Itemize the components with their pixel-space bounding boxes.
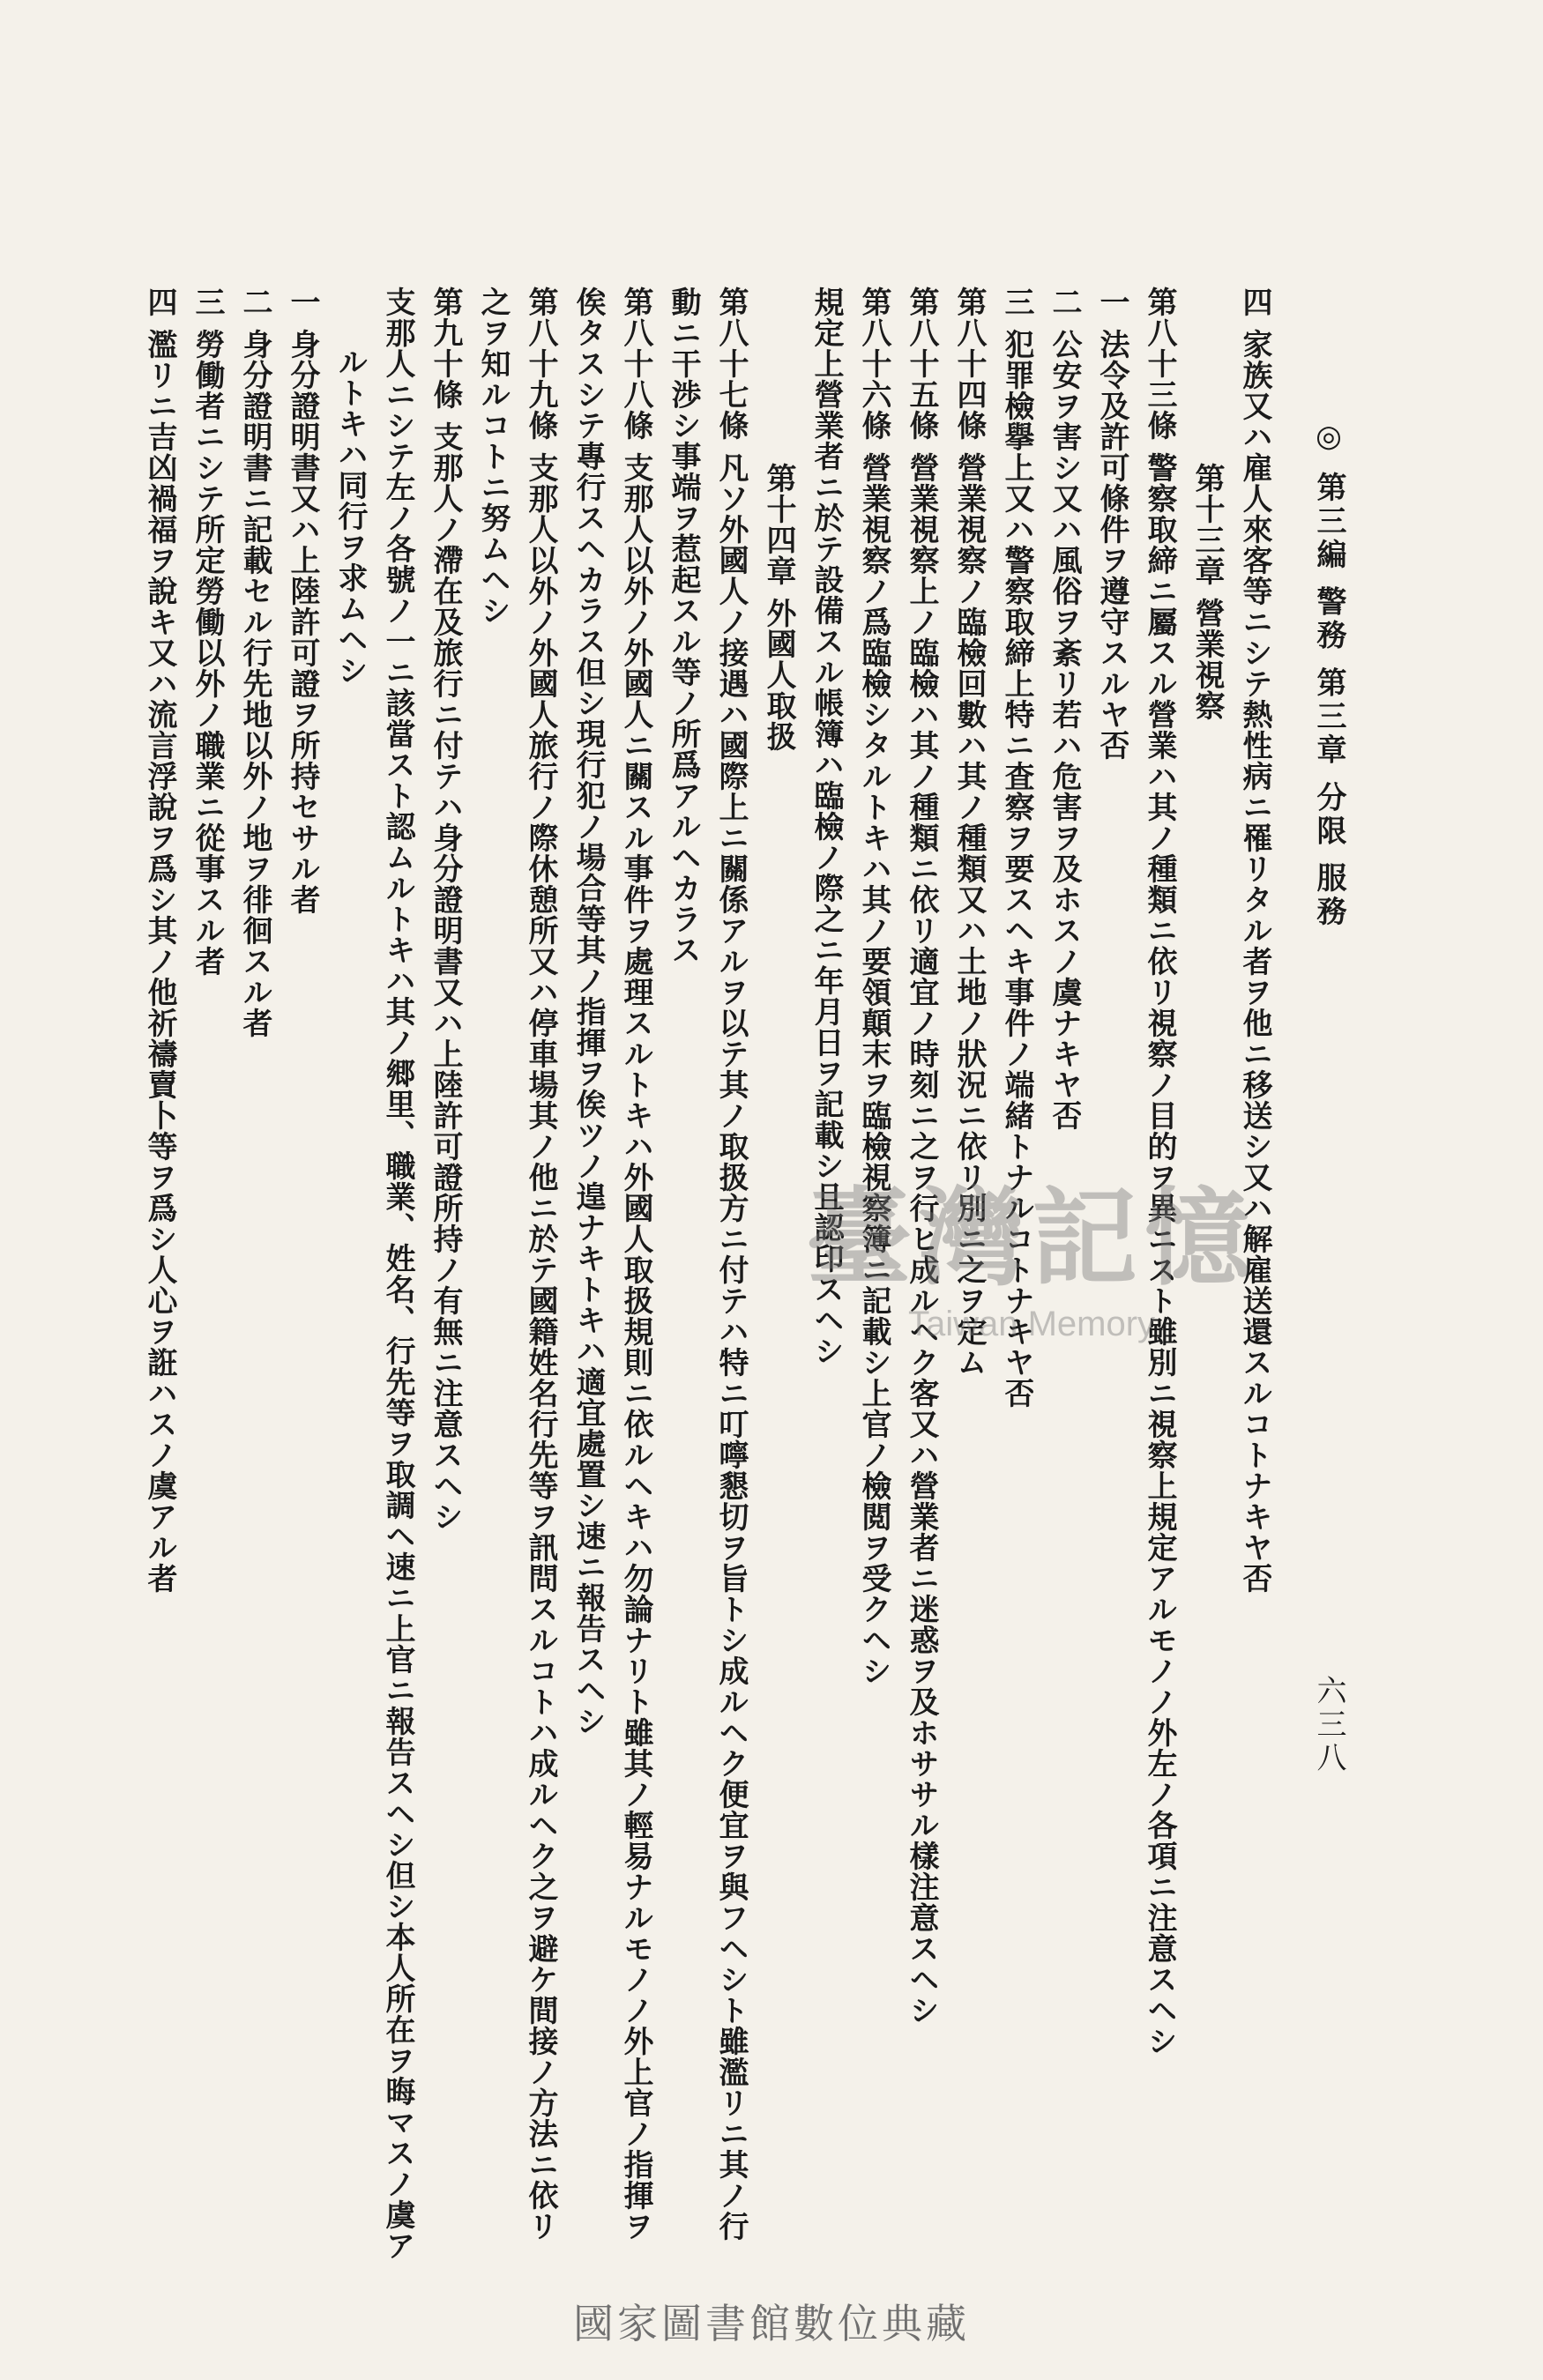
- article-88-continued: 俟タスシテ專行スヘカラス但シ現行犯ノ場合等其ノ指揮ヲ俟ツノ遑ナキトキハ適宜處置シ速ニ報告スヘシ: [570, 286, 606, 1737]
- article-83-item-3: 三 犯罪檢擧上又ハ警察取締上特ニ査察ヲ要スヘキ事件ノ端緒トナルコトナキヤ否: [999, 286, 1034, 1409]
- article-83: 第八十三條 警察取締ニ屬スル營業ハ其ノ種類ニ依リ視察ノ目的ヲ異ニスト雖別ニ視察上規定アルモノノ外左ノ各項ニ注意スヘシ: [1142, 286, 1177, 2056]
- article-85: 第八十五條 營業視察上ノ臨檢ハ其ノ種類ニ依リ適宜ノ時刻ニ之ヲ行ヒ成ルヘク客又ハ營業者ニ迷惑ヲ及ホササル樣注意スヘシ: [904, 286, 939, 2026]
- article-89: 第八十九條 支那人以外ノ外國人旅行ノ際休憩所又ハ停車場其ノ他ニ於テ國籍姓名行先等ヲ訊問スルコトハ成ルヘク之ヲ避ケ間接ノ方法ニ依リ: [523, 286, 558, 2242]
- watermark-title: 臺灣記憶: [806, 1176, 1257, 1300]
- running-header: ◎ 第三編 警務 第三章 分限 服務: [1311, 419, 1346, 930]
- article-90-item-1: 一 身分證明書又ハ上陸許可證ヲ所持セサル者: [285, 286, 320, 915]
- article-90-paragraph-2-continued: ルトキハ同行ヲ求ムヘシ: [332, 346, 368, 686]
- column-01: 四 家族又ハ雇人來客等ニシテ熱性病ニ罹リタル者ヲ他ニ移送シ又ハ解雇送還スルコトナキヤ否: [1237, 286, 1272, 1594]
- chapter-heading-13: 第十三章 營業視察: [1189, 463, 1225, 721]
- article-86: 第八十六條 營業視察ノ爲臨檢シタルトキハ其ノ要領顛末ヲ臨檢視察簿ニ記載シ上官ノ檢閲ヲ受クヘシ: [856, 286, 891, 1686]
- article-83-item-1: 一 法令及許可條件ヲ遵守スルヤ否: [1094, 286, 1129, 761]
- footer-collection-label: 國家圖書館數位典藏: [573, 2300, 970, 2347]
- taiwan-memory-watermark: [785, 1172, 1278, 1366]
- body-text: [136, 286, 1278, 2261]
- watermark-subtitle: Taiwan Memory: [907, 1305, 1156, 1343]
- article-90: 第九十條 支那人ノ滯在及旅行ニ付テハ身分證明書又ハ上陸許可證所持ノ有無ニ注意スヘシ: [428, 286, 463, 1532]
- article-88: 第八十八條 支那人以外ノ外國人ニ關スル事件ヲ處理スルトキハ外國人取扱規則ニ依ルヘキハ勿論ナリト雖其ノ輕易ナルモノノ外上官ノ指揮ヲ: [618, 286, 653, 2242]
- article-90-item-4: 四 濫リニ吉凶禍福ヲ說キ又ハ流言浮說ヲ爲シ其ノ他祈禱賣卜等ヲ爲シ人心ヲ誑ハスノ虞アル者: [142, 286, 177, 1594]
- article-87-continued: 動ニ干渉シ事端ヲ惹起スル等ノ所爲アルヘカラス: [666, 286, 701, 965]
- article-89-continued: 之ヲ知ルコトニ努ムヘシ: [475, 286, 511, 626]
- article-87: 第八十七條 凡ソ外國人ノ接遇ハ國際上ニ關係アルヲ以テ其ノ取扱方ニ付テハ特ニ叮嚀懇切ヲ旨トシ成ルヘク便宜ヲ與フヘシト雖濫リニ其ノ行: [713, 286, 749, 2242]
- article-90-item-3: 三 勞働者ニシテ所定勞働以外ノ職業ニ從事スル者: [190, 286, 225, 977]
- article-84: 第八十四條 營業視察ノ臨檢回數ハ其ノ種類又ハ土地ノ狀況ニ依リ別ニ之ヲ定ム: [951, 286, 987, 1378]
- article-90-paragraph-2: 支那人ニシテ左ノ各號ノ一ニ該當スト認ムルトキハ其ノ郷里、職業、姓名、行先等ヲ取調ヘ速ニ上官ニ報告スヘシ但シ本人所在ヲ晦マスノ虞ア: [380, 286, 415, 2261]
- article-90-item-2: 二 身分證明書ニ記載セル行先地以外ノ地ヲ徘徊スル者: [237, 286, 272, 1038]
- page-number: 六三八: [1311, 1675, 1346, 1775]
- article-83-item-2: 二 公安ヲ害シ又ハ風俗ヲ紊リ若ハ危害ヲ及ホスノ虞ナキヤ否: [1047, 286, 1082, 1131]
- article-86-paragraph-2: 規定上營業者ニ於テ設備スル帳簿ハ臨檢ノ際之ニ年月日ヲ記載シ且認印スヘシ: [809, 286, 844, 1366]
- chapter-heading-14: 第十四章 外國人取扱: [761, 463, 796, 752]
